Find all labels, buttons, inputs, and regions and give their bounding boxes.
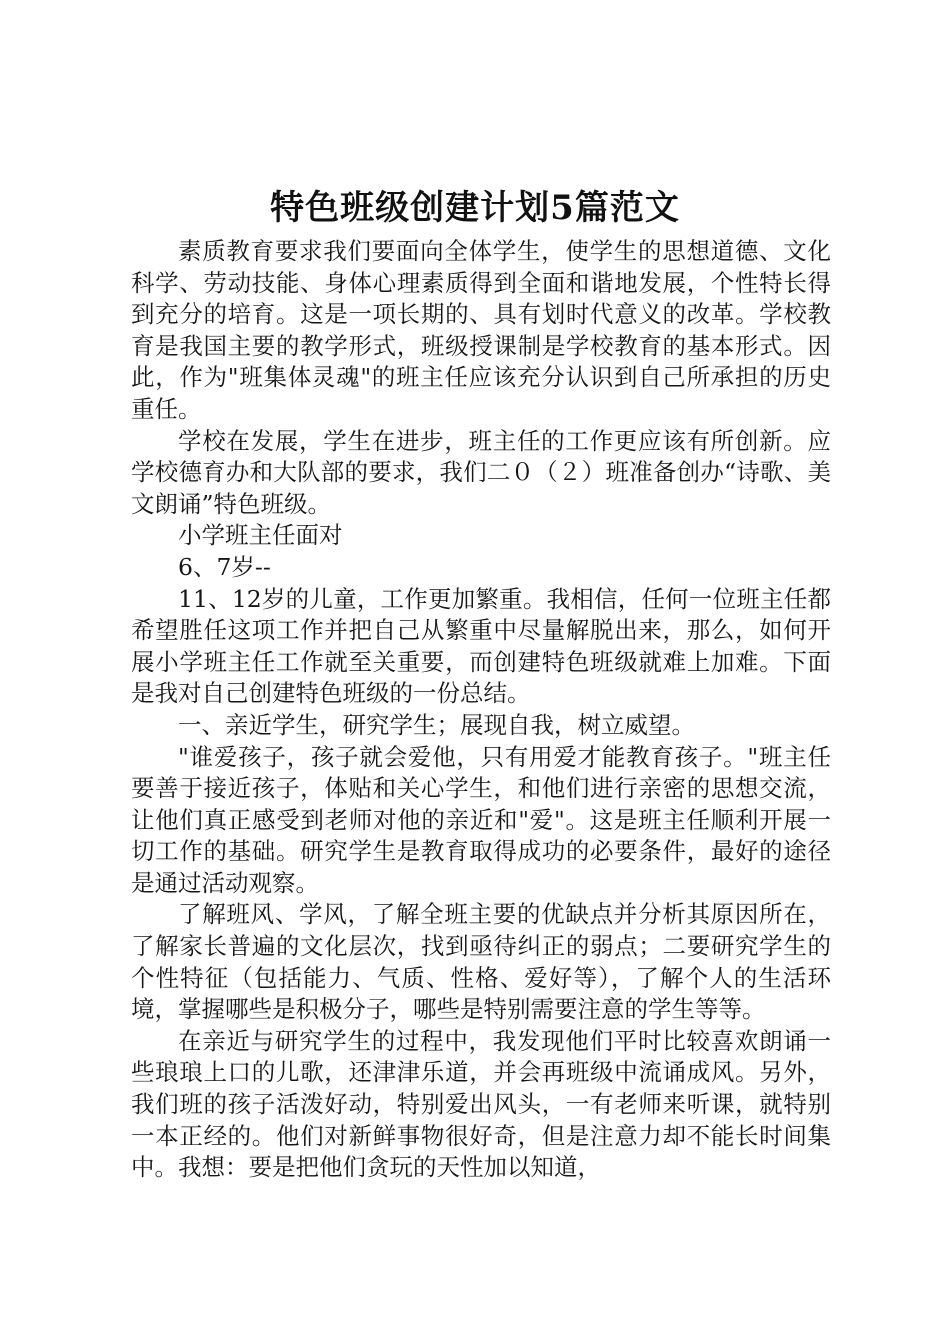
section-heading: 一、亲近学生，研究学生；展现自我，树立威望。 xyxy=(178,710,695,739)
paragraph: 11、12岁的儿童，工作更加繁重。我相信，任何一位班主任都希望胜任这项工作并把自己从繁重中尽量解脱出来，那么，如何开展小学班主任工作就至关重要，而创建特色班级就难上加难。下面是我对自己创建特色班级的一份总结。 xyxy=(131,584,831,708)
document-title: 特色班级创建计划5篇范文 xyxy=(270,188,680,228)
document-body xyxy=(131,236,831,1184)
paragraph: "谁爱孩子，孩子就会爱他，只有用爱才能教育孩子。"班主任要善于接近孩子，体贴和关心学生，和他们进行亲密的思想交流，让他们真正感受到老师对他的亲近和"爱"。这是班主任顺利开展一切工作的基础。研究学生是教育取得成功的必要条件，最好的途径是通过活动观察。 xyxy=(131,742,831,897)
paragraph: 素质教育要求我们要面向全体学生，使学生的思想道德、文化科学、劳动技能、身体心理素质得到全面和谐地发展，个性特长得到充分的培育。这是一项长期的、具有划时代意义的改革。学校教育是我国主要的教学形式，班级授课制是学校教育的基本形式。因此，作为"班集体灵魂"的班主任应该充分认识到自己所承担的历史重任。 xyxy=(131,237,831,423)
paragraph: 小学班主任面对 xyxy=(178,521,343,550)
paragraph: 学校在发展，学生在进步，班主任的工作更应该有所创新。应学校德育办和大队部的要求，我们二０（２）班准备创办“诗歌、美文朗诵”特色班级。 xyxy=(131,426,831,518)
paragraph: 了解班风、学风，了解全班主要的优缺点并分析其原因所在，了解家长普遍的文化层次，找到亟待纠正的弱点；二要研究学生的个性特征（包括能力、气质、性格、爱好等），了解个人的生活环境，掌握哪些是积极分子，哪些是特别需要注意的学生等等。 xyxy=(131,900,831,1024)
paragraph: 在亲近与研究学生的过程中，我发现他们平时比较喜欢朗诵一些琅琅上口的儿歌，还津津乐道，并会再班级中流诵成风。另外，我们班的孩子活泼好动，特别爱出风头，一有老师来听课，就特别一本正经的。他们对新鲜事物很好奇，但是注意力却不能长时间集中。我想：要是把他们贪玩的天性加以知道， xyxy=(131,1026,831,1182)
paragraph: 6、7岁-- xyxy=(178,552,271,581)
